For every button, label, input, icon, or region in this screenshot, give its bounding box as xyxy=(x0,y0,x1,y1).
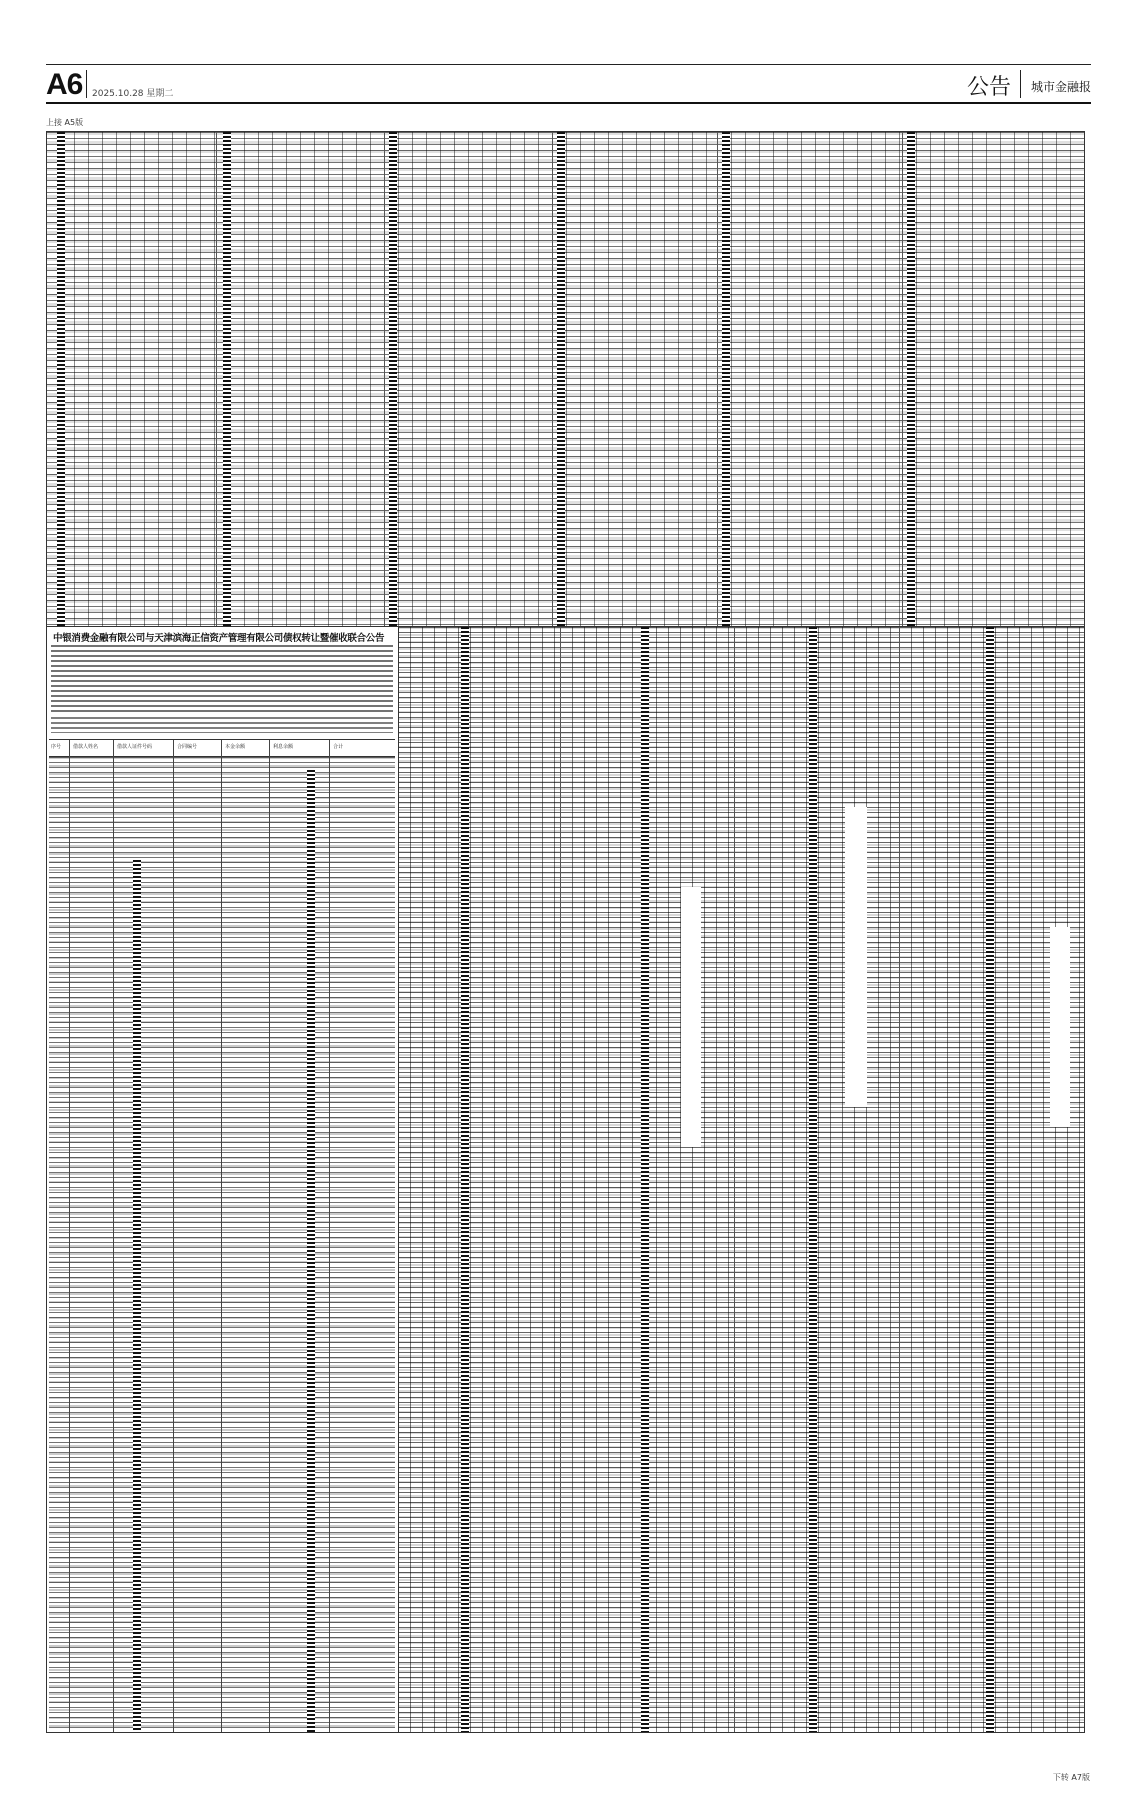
lower-table-block xyxy=(47,627,1084,1732)
notice-body-text xyxy=(51,645,393,715)
header-divider xyxy=(86,70,87,98)
upper-table-block xyxy=(47,132,1084,627)
table-divider xyxy=(69,740,70,1732)
transfer-notice xyxy=(47,627,399,1732)
table-divider xyxy=(173,740,174,1732)
table-shading xyxy=(307,770,315,1732)
table-divider xyxy=(113,740,114,1732)
table-divider xyxy=(221,740,222,1732)
debt-table-header xyxy=(49,740,395,757)
newspaper-brand: 城市金融报 xyxy=(1030,80,1091,94)
debt-table-body xyxy=(49,757,395,1732)
table-divider xyxy=(329,740,330,1732)
column-header: 借款人姓名 xyxy=(73,744,99,750)
continued-to-note: 下转 A7版 xyxy=(1052,1773,1090,1782)
column-header: 合计 xyxy=(333,744,344,750)
table-column xyxy=(900,627,1084,1732)
table-shading xyxy=(133,860,141,1732)
column-header: 合同编号 xyxy=(177,744,198,750)
table-column xyxy=(385,132,553,626)
column-header: 序号 xyxy=(51,744,62,750)
table-column xyxy=(735,627,900,1732)
column-header: 借款人证件号码 xyxy=(117,744,153,750)
table-column xyxy=(47,132,217,626)
table-column xyxy=(553,132,718,626)
table-divider xyxy=(269,740,270,1732)
notice-title: 中银消费金融有限公司与天津滨海正信资产管理有限公司债权转让暨催收联合公告 xyxy=(53,633,385,644)
debt-table xyxy=(49,739,395,1732)
table-column xyxy=(217,132,385,626)
table-column xyxy=(718,132,903,626)
header-divider-right xyxy=(1020,70,1021,98)
announcement-frame xyxy=(46,131,1085,1733)
continued-from-note: 上接 A5版 xyxy=(46,118,84,127)
notice-body-text xyxy=(51,717,393,733)
header-top-rule xyxy=(46,64,1091,65)
header-bottom-rule xyxy=(46,102,1091,104)
table-column xyxy=(561,627,735,1732)
page-header xyxy=(46,64,1091,104)
table-column xyxy=(903,132,1084,626)
column-header: 利息余额 xyxy=(273,744,294,750)
issue-date: 2025.10.28 星期二 xyxy=(92,89,174,99)
table-column xyxy=(399,627,561,1732)
page-number: A6 xyxy=(46,68,83,101)
column-header: 本金余额 xyxy=(225,744,246,750)
section-title: 公告 xyxy=(966,75,1011,100)
